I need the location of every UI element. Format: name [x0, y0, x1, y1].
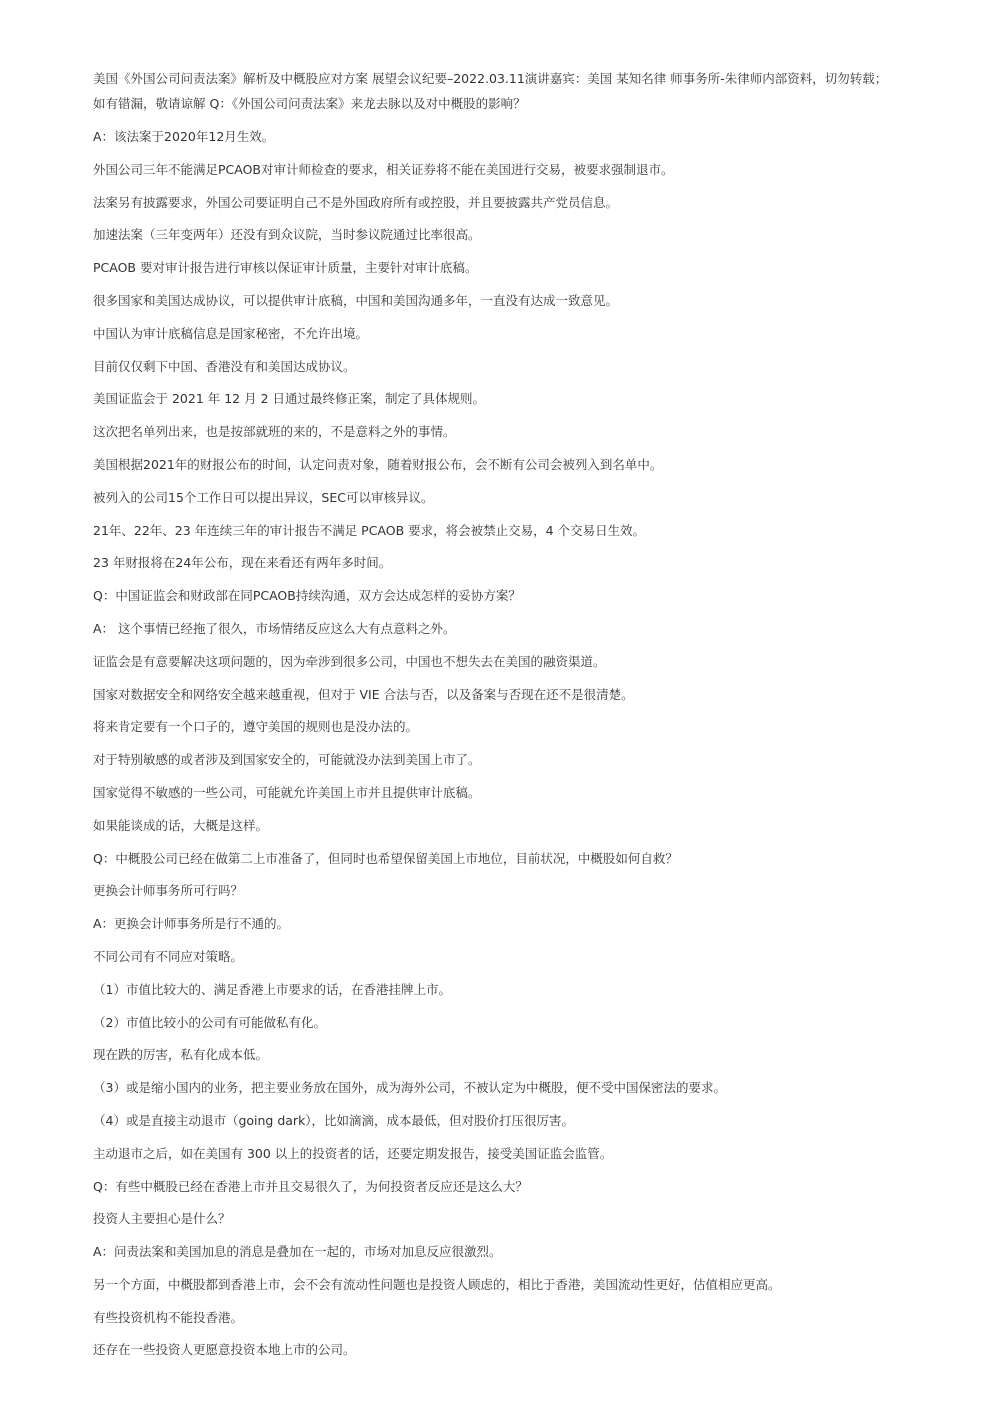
title-line-2: 如有错漏，敬请谅解 Q：《外国公司问责法案》来龙去脉以及对中概股的影响？ — [93, 96, 526, 111]
answer: A： 这个事情已经拖了很久，市场情绪反应这么大有点意料之外。 — [93, 620, 456, 636]
title-line-1: 美国《外国公司问责法案》解析及中概股应对方案 展望会议纪要–2022.03.11演讲嘉宾：美国 某知名律 师事务所-朱律师内部资料，切勿转载； — [93, 71, 888, 86]
list-item: （4）或是直接主动退市（going dark），比如滴滴，成本最低，但对股价打压很厉害。 — [93, 1112, 575, 1128]
answer: A：问责法案和美国加息的消息是叠加在一起的，市场对加息反应很激烈。 — [93, 1244, 502, 1260]
list-item: （1）市值比较大的、满足香港上市要求的话，在香港挂牌上市。 — [93, 981, 451, 997]
answer: A：更换会计师事务所是行不通的。 — [93, 916, 290, 932]
paragraph: 不同公司有不同应对策略。 — [93, 948, 244, 964]
paragraph: 中国认为审计底稿信息是国家秘密，不允许出境。 — [93, 325, 369, 341]
paragraph: 现在跌的厉害，私有化成本低。 — [93, 1047, 269, 1063]
list-item: （3）或是缩小国内的业务，把主要业务放在国外，成为海外公司，不被认定为中概股，便不受中国保密法的要求。 — [93, 1080, 726, 1096]
question: Q：中概股公司已经在做第二上市准备了，但同时也希望保留美国上市地位，目前状况，中概股如何自救？ — [93, 850, 678, 866]
question: 更换会计师事务所可行吗？ — [93, 883, 244, 899]
paragraph: PCAOB 要对审计报告进行审核以保证审计质量，主要针对审计底稿。 — [93, 260, 478, 276]
document-title — [93, 66, 953, 116]
paragraph: 这次把名单列出来，也是按部就班的来的，不是意料之外的事情。 — [93, 424, 456, 440]
paragraph: 美国根据2021年的财报公布的时间，认定问责对象，随着财报公布，会不断有公司会被列入到名单中。 — [93, 456, 663, 472]
paragraph: 国家觉得不敏感的一些公司，可能就允许美国上市并且提供审计底稿。 — [93, 784, 481, 800]
paragraph: 还存在一些投资人更愿意投资本地上市的公司。 — [93, 1342, 356, 1358]
paragraph: 目前仅仅剩下中国、香港没有和美国达成协议。 — [93, 358, 356, 374]
question: Q：中国证监会和财政部在同PCAOB持续沟通，双方会达成怎样的妥协方案？ — [93, 588, 521, 604]
paragraph: 对于特别敏感的或者涉及到国家安全的，可能就没办法到美国上市了。 — [93, 752, 481, 768]
paragraph: 美国证监会于 2021 年 12 月 2 日通过最终修正案，制定了具体规则。 — [93, 391, 486, 407]
paragraph: 21年、22年、23 年连续三年的审计报告不满足 PCAOB 要求，将会被禁止交易，4 个交易日生效。 — [93, 522, 646, 538]
question: Q：有些中概股已经在香港上市并且交易很久了，为何投资者反应还是这么大？ — [93, 1178, 528, 1194]
paragraph: 有些投资机构不能投香港。 — [93, 1309, 244, 1325]
paragraph: 加速法案（三年变两年）还没有到众议院，当时参议院通过比率很高。 — [93, 227, 481, 243]
paragraph: 外国公司三年不能满足PCAOB对审计师检查的要求，相关证券将不能在美国进行交易，被要求强制退市。 — [93, 161, 674, 177]
paragraph: 被列入的公司15个工作日可以提出异议，SEC可以审核异议。 — [93, 489, 434, 505]
document-body — [93, 124, 953, 1362]
paragraph: 国家对数据安全和网络安全越来越重视，但对于 VIE 合法与否，以及备案与否现在还不是很清楚。 — [93, 686, 634, 702]
paragraph: 如果能谈成的话，大概是这样。 — [93, 817, 269, 833]
paragraph: 23 年财报将在24年公布，现在来看还有两年多时间。 — [93, 555, 392, 571]
paragraph: 很多国家和美国达成协议，可以提供审计底稿，中国和美国沟通多年，一直没有达成一致意见。 — [93, 292, 619, 308]
paragraph: 另一个方面，中概股都到香港上市，会不会有流动性问题也是投资人顾虑的，相比于香港，美国流动性更好，估值相应更高。 — [93, 1276, 781, 1292]
paragraph: 将来肯定要有一个口子的，遵守美国的规则也是没办法的。 — [93, 719, 419, 735]
paragraph: 法案另有披露要求，外国公司要证明自己不是外国政府所有或控股，并且要披露共产党员信息。 — [93, 194, 619, 210]
paragraph: 主动退市之后，如在美国有 300 以上的投资者的话，还要定期发报告，接受美国证监会监管。 — [93, 1145, 613, 1161]
paragraph: A：该法案于2020年12月生效。 — [93, 129, 275, 144]
paragraph: 证监会是有意要解决这项问题的，因为牵涉到很多公司，中国也不想失去在美国的融资渠道。 — [93, 653, 606, 669]
question: 投资人主要担心是什么？ — [93, 1211, 231, 1227]
document-page — [93, 66, 953, 1370]
list-item: （2）市值比较小的公司有可能做私有化。 — [93, 1014, 326, 1030]
